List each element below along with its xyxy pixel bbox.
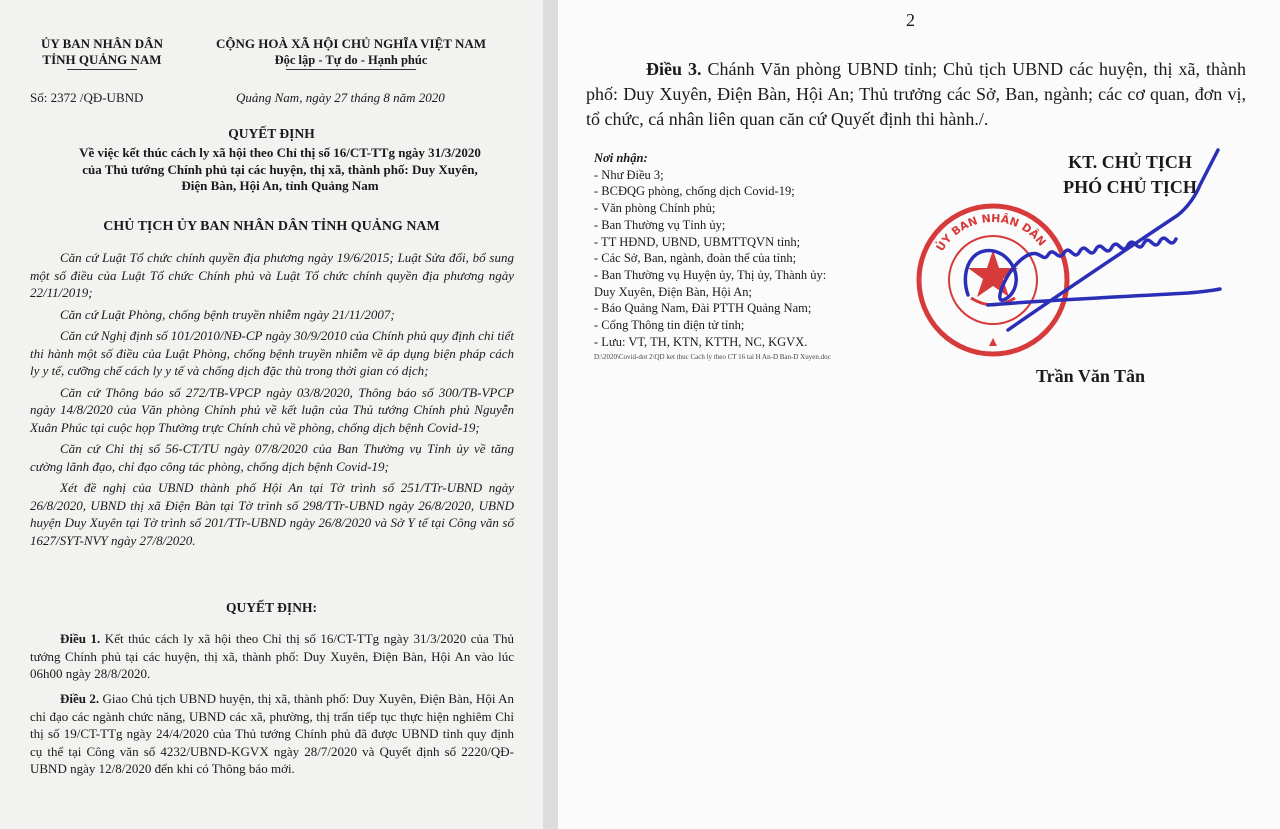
recipient-item: - Báo Quảng Nam, Đài PTTH Quảng Nam; [594, 301, 812, 316]
document-date: Quảng Nam, ngày 27 tháng 8 năm 2020 [236, 90, 445, 105]
preamble [30, 249, 514, 553]
recipient-item: - Ban Thường vụ Tỉnh ủy; [594, 217, 726, 232]
preamble-paragraph: Căn cứ Luật Phòng, chống bệnh truyền nhiễm ngày 21/11/2007; [60, 306, 395, 322]
recipient-item: - TT HĐND, UBND, UBMTTQVN tỉnh; [594, 234, 801, 249]
sign-title-2: PHÓ CHỦ TỊCH [1063, 177, 1197, 197]
article-2-label: Điều 2. [60, 691, 100, 706]
recipients-label: Nơi nhận: [594, 151, 648, 165]
page-number: 2 [906, 10, 915, 30]
subject-line: của Thủ tướng Chính phủ tại các huyện, thị xã, thành phố: Duy Xuyên, [82, 161, 478, 177]
preamble-paragraph: Căn cứ Chỉ thị số 56-CT/TU ngày 07/8/2020 của Ban Thường vụ Tỉnh ủy về tăng cường lãnh đạo, chỉ đạo công tác phòng, chống dịch bệnh Covid-19; [30, 441, 514, 474]
signature-icon [948, 145, 1238, 345]
page-gap [543, 0, 558, 829]
document-title: QUYẾT ĐỊNH [228, 126, 315, 141]
document-number: Số: 2372 /QĐ-UBND [30, 90, 144, 105]
article-2 [30, 690, 514, 778]
recipient-item: - Ban Thường vụ Huyện ủy, Thị ủy, Thành ủy: [594, 267, 827, 282]
article-3 [586, 57, 1246, 132]
sign-title-1: KT. CHỦ TỊCH [1068, 152, 1192, 172]
agency-line-2: TỈNH QUẢNG NAM [42, 52, 162, 67]
divider [286, 69, 416, 70]
file-path-note: D:\2020\Covid-dot 2\QD ket thuc Cach ly theo CT 16 tai H An-D Ban-D Xuyen.doc [594, 353, 831, 362]
recipient-item: - Như Điều 3; [594, 167, 664, 182]
preamble-paragraph: Căn cứ Thông báo số 272/TB-VPCP ngày 03/8/2020, Thông báo số 300/TB-VPCP ngày 14/8/2020 của Văn phòng Chính phủ về kết luận của Thủ tướng Chính phủ Nguyễn Xuân Phúc tại cuộc họp Thường trực Chính chủ về phòng, chống dịch bệnh Covid-19; [30, 384, 514, 435]
decision-page-1 [0, 0, 543, 829]
divider [67, 69, 137, 70]
decision-page-2 [558, 0, 1280, 829]
article-3-label: Điều 3. [646, 59, 702, 79]
recipient-item: - Lưu: VT, TH, KTN, KTTH, NC, KGVX. [594, 334, 808, 349]
decision-heading: QUYẾT ĐỊNH: [226, 600, 317, 615]
recipient-item: Duy Xuyên, Điện Bàn, Hội An; [594, 284, 752, 299]
recipient-item: - Cổng Thông tin điện tử tỉnh; [594, 318, 745, 333]
article-1 [30, 630, 514, 683]
signer-name: Trần Văn Tân [1036, 366, 1146, 386]
stamp-text: ỦY BAN NHÂN DÂN [933, 211, 1049, 254]
subject-line: Điện Bàn, Hội An, tỉnh Quảng Nam [181, 178, 379, 193]
preamble-paragraph: Xét đề nghị của UBND thành phố Hội An tại Tờ trình số 251/TTr-UBND ngày 26/8/2020, UBND thị xã Điện Bàn tại Tờ trình số 298/TTr-UBND ngày 26/8/2020, UBND huyện Duy Xuyên tại Tờ trình số 201/TTr-UBND ngày 26/8/2020 và Sở Y tế tại Công văn số 1627/SYT-NVY ngày 27/8/2020. [30, 480, 514, 548]
recipients-block [594, 150, 831, 362]
preamble-paragraph: Căn cứ Luật Tổ chức chính quyền địa phương ngày 19/6/2015; Luật Sửa đổi, bổ sung một số điều của Luật Tổ chức Chính phủ và Luật Tổ chức chính quyền địa phương ngày 22/11/2019; [30, 250, 514, 300]
nation-header [196, 36, 506, 70]
preamble-paragraph: Căn cứ Nghị định số 101/2010/NĐ-CP ngày 30/9/2010 của Chính phủ quy định chi tiết thi hành một số điều của Luật Phòng, chống bệnh truyền nhiễm về áp dụng biện pháp cách ly y tế, cưỡng chế cách ly y tế và chống dịch đặc thù trong thời gian có dịch; [30, 328, 514, 378]
nation-name: CỘNG HOÀ XÃ HỘI CHỦ NGHĨA VIỆT NAM [215, 36, 487, 51]
issuing-authority: CHỦ TỊCH ỦY BAN NHÂN DÂN TỈNH QUẢNG NAM [103, 219, 440, 234]
recipient-item: - BCĐQG phòng, chống dịch Covid-19; [594, 184, 795, 199]
recipient-item: - Văn phòng Chính phủ; [594, 201, 716, 216]
agency-line-1: ỦY BAN NHÂN DÂN [41, 36, 163, 51]
article-2-text: Giao Chủ tịch UBND huyện, thị xã, thành phố: Duy Xuyên, Điện Bàn, Hội An chỉ đạo các ngành chức năng, UBND các xã, phường, thị trấn tiếp tục thực hiện nghiêm Chỉ thị số 19/CT-TTg ngày 24/4/2020 của Thủ tướng Chính phủ đã được UBND tỉnh quy định cụ thể tại Công văn số 4232/UBND-KGVX ngày 28/7/2020 và Quyết định số 2220/QĐ-UBND ngày 12/8/2020 đến khi có Thông báo mới. [30, 691, 515, 776]
recipient-item: - Các Sở, Ban, ngành, đoàn thể của tỉnh; [594, 251, 797, 266]
agency-header [22, 36, 182, 70]
document-subject [50, 145, 510, 195]
subject-line: Về việc kết thúc cách ly xã hội theo Chỉ thị số 16/CT-TTg ngày 31/3/2020 [79, 145, 481, 160]
article-3-text: Chánh Văn phòng UBND tỉnh; Chủ tịch UBND các huyện, thị xã, thành phố: Duy Xuyên, Điện Bàn, Hội An; Thủ trưởng các Sở, Ban, ngành; các cơ quan, đơn vị, tổ chức, cá nhân liên quan căn cứ Quyết định thi hành./. [586, 59, 1247, 129]
nation-motto: Độc lập - Tự do - Hạnh phúc [274, 53, 428, 67]
article-1-label: Điều 1. [60, 631, 101, 646]
article-1-text: Kết thúc cách ly xã hội theo Chỉ thị số 16/CT-TTg ngày 31/3/2020 của Thủ tướng Chính phủ tại các huyện, thị xã, thành phố: Duy Xuyên, Điện Bàn, Hội An vào lúc 06h00 ngày 28/8/2020. [30, 631, 515, 681]
